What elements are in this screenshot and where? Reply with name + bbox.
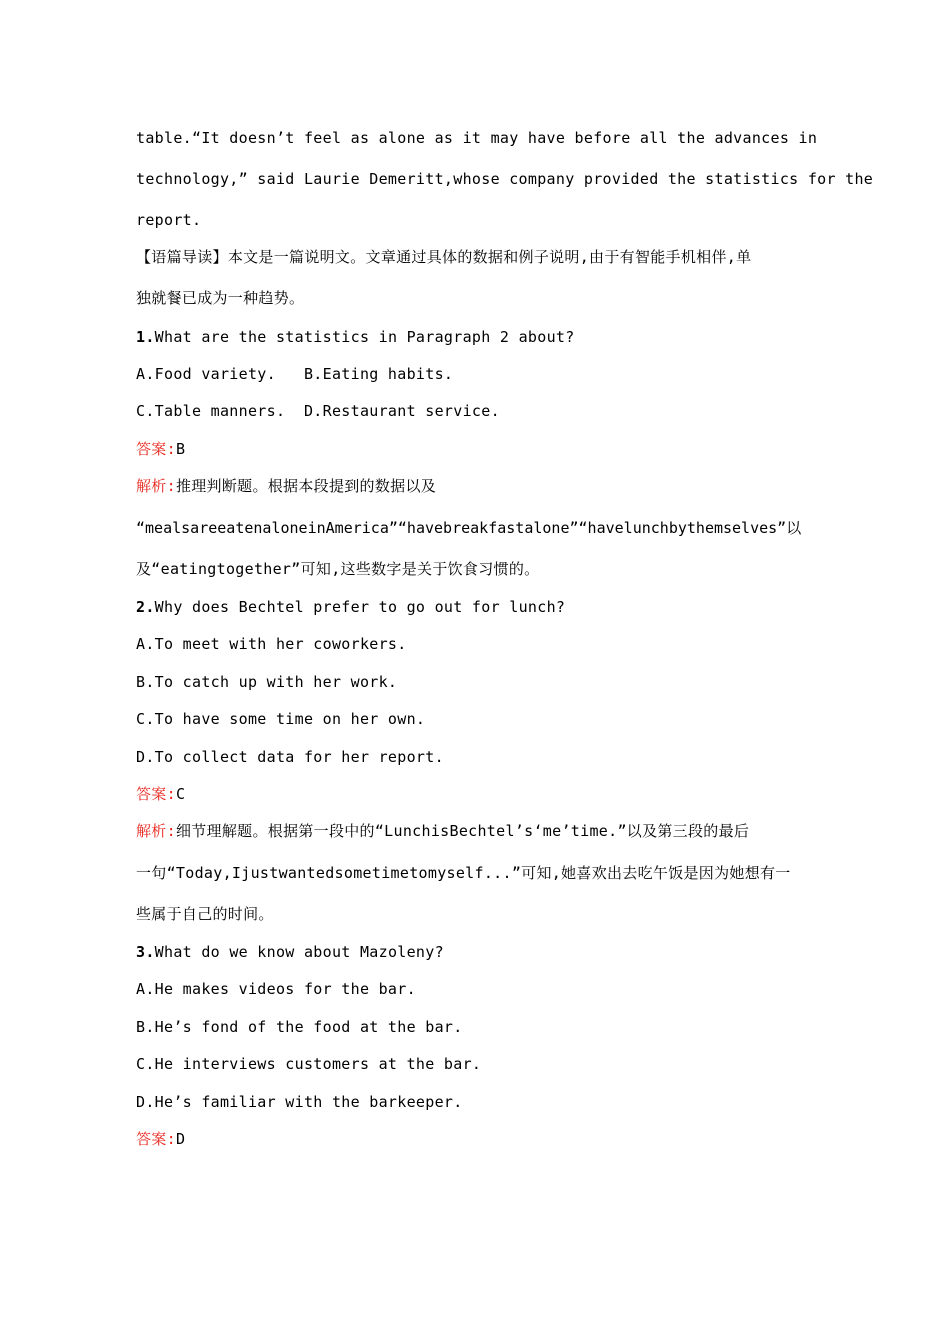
analysis-text: 推理判断题。根据本段提到的数据以及 [175,477,437,495]
answer-label: 答案: [136,440,176,458]
analysis-label: 解析: [136,477,176,495]
analysis-text: 些属于自己的时间。 [136,905,274,923]
answer-value: D [175,1130,186,1148]
option-line: A.He makes videos for the bar. [136,980,416,998]
answer-line [136,1129,185,1149]
passage-line: technology,” said Laurie Demeritt,whose company provided the statistics for the [136,170,874,188]
option-line: A.Food variety. B.Eating habits. [136,365,454,383]
answer-line [136,439,185,459]
question-number: 2. [136,598,155,616]
option-line: B.To catch up with her work. [136,673,398,691]
option-line: B.He’s fond of the food at the bar. [136,1018,463,1036]
analysis-text: 细节理解题。根据第一段中的“LunchisBechtel’s‘me’time.”以及第三段的最后 [175,822,750,840]
answer-line [136,784,185,804]
option-line: D.He’s familiar with the barkeeper. [136,1093,463,1111]
question-number: 3. [136,943,155,961]
passage-line: report. [136,211,202,229]
analysis-line [136,821,749,841]
guide-text: 本文是一篇说明文。文章通过具体的数据和例子说明,由于有智能手机相伴,单 [227,248,752,266]
analysis-text: 一句“Today,Ijustwantedsometimetomyself...”可知,她喜欢出去吃午饭是因为她想有一 [136,864,791,882]
question-1 [136,327,575,347]
question-2 [136,597,565,617]
option-line: C.He interviews customers at the bar. [136,1055,482,1073]
question-text: What do we know about Mazoleny? [154,943,444,961]
analysis-line [136,476,436,496]
reading-guide [136,247,751,267]
option-line: C.To have some time on her own. [136,710,426,728]
passage-line: table.“It doesn’t feel as alone as it may have before all the advances in [136,129,818,147]
option-line: D.To collect data for her report. [136,748,444,766]
answer-label: 答案: [136,785,176,803]
question-text: What are the statistics in Paragraph 2 about? [154,328,575,346]
analysis-text: 及“eatingtogether”可知,这些数字是关于饮食习惯的。 [136,560,540,578]
question-number: 1. [136,328,155,346]
answer-value: B [175,440,186,458]
question-3 [136,942,444,962]
analysis-text: “mealsareeatenaloneinAmerica”“havebreakfastalone”“havelunchbythemselves”以 [136,519,802,537]
guide-text: 独就餐已成为一种趋势。 [136,289,305,307]
analysis-label: 解析: [136,822,176,840]
question-text: Why does Bechtel prefer to go out for lunch? [154,598,566,616]
option-line: C.Table manners. D.Restaurant service. [136,402,500,420]
answer-label: 答案: [136,1130,176,1148]
guide-label: 【语篇导读】 [136,248,228,266]
answer-value: C [175,785,186,803]
option-line: A.To meet with her coworkers. [136,635,407,653]
